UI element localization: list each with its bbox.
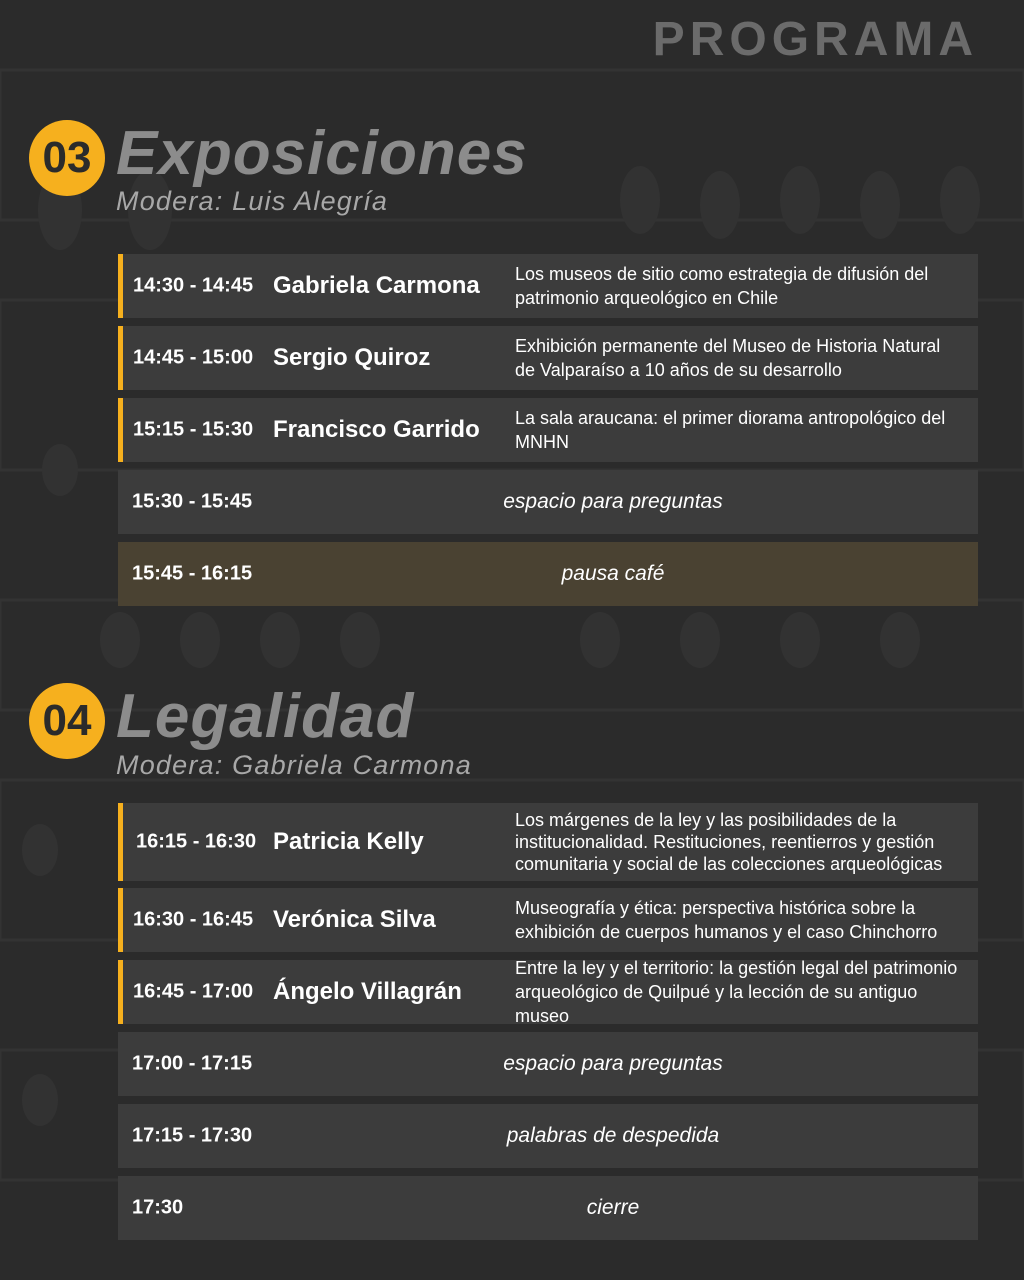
break-note: cierre (586, 1196, 640, 1219)
talk-title: La sala araucana: el primer diorama antropológico del MNHN (515, 408, 946, 452)
time-slot: 17:15 - 17:30 (132, 1124, 253, 1147)
time-slot: 15:45 - 16:15 (132, 562, 253, 585)
schedule-row (118, 960, 978, 1024)
time-slot: 16:30 - 16:45 (133, 908, 254, 931)
talk-title: Exhibición permanente del Museo de Historia Natural de Valparaíso a 10 años de su desarrollo (515, 336, 941, 380)
time-slot: 14:30 - 14:45 (133, 274, 254, 297)
break-note: espacio para preguntas (503, 490, 723, 513)
schedule-row-break (118, 1032, 978, 1096)
time-slot: 14:45 - 15:00 (133, 346, 254, 369)
time-slot: 17:30 (132, 1196, 184, 1219)
speaker-name: Verónica Silva (273, 906, 436, 933)
break-note: palabras de despedida (506, 1124, 720, 1147)
schedule-row (118, 803, 978, 881)
schedule-row (118, 398, 978, 462)
moderator-label: Modera: Luis Alegría (116, 186, 389, 216)
time-slot: 15:15 - 15:30 (133, 418, 254, 441)
talk-title: Los márgenes de la ley y las posibilidades de la institucionalidad. Restituciones, reentierros y gestión comunitaria y social de las colecciones arqueológicas (515, 810, 943, 874)
talk-title: Museografía y ética: perspectiva histórica sobre la exhibición de cuerpos humanos y el caso Chinchorro (515, 898, 938, 942)
time-slot: 15:30 - 15:45 (132, 490, 253, 513)
talk-title: Los museos de sitio como estrategia de difusión del patrimonio arqueológico en Chile (515, 264, 929, 308)
time-slot: 16:15 - 16:30 (136, 830, 257, 853)
time-slot: 17:00 - 17:15 (132, 1052, 253, 1075)
schedule-row-coffee-break (118, 542, 978, 606)
speaker-name: Gabriela Carmona (273, 272, 480, 299)
page-title: PROGRAMA (652, 13, 978, 66)
section-title: Exposiciones (116, 119, 528, 188)
section-title: Legalidad (116, 682, 415, 751)
break-note: pausa café (561, 562, 665, 585)
schedule-row-closing (118, 1176, 978, 1240)
schedule-row (118, 888, 978, 952)
break-note: espacio para preguntas (503, 1052, 723, 1075)
talk-title: Entre la ley y el territorio: la gestión legal del patrimonio arqueológico de Quilpué y la lección de su antiguo museo (515, 958, 958, 1026)
schedule-row-break (118, 470, 978, 534)
moderator-label: Modera: Gabriela Carmona (116, 750, 472, 780)
time-slot: 16:45 - 17:00 (133, 980, 254, 1003)
schedule-row (118, 326, 978, 390)
speaker-name: Francisco Garrido (273, 416, 480, 443)
schedule-row-break (118, 1104, 978, 1168)
speaker-name: Patricia Kelly (273, 828, 424, 855)
section-number-badge: 04 (29, 683, 105, 759)
speaker-name: Sergio Quiroz (273, 344, 431, 371)
speaker-name: Ángelo Villagrán (273, 978, 462, 1005)
section-number-badge: 03 (29, 120, 105, 196)
schedule-row (118, 254, 978, 318)
